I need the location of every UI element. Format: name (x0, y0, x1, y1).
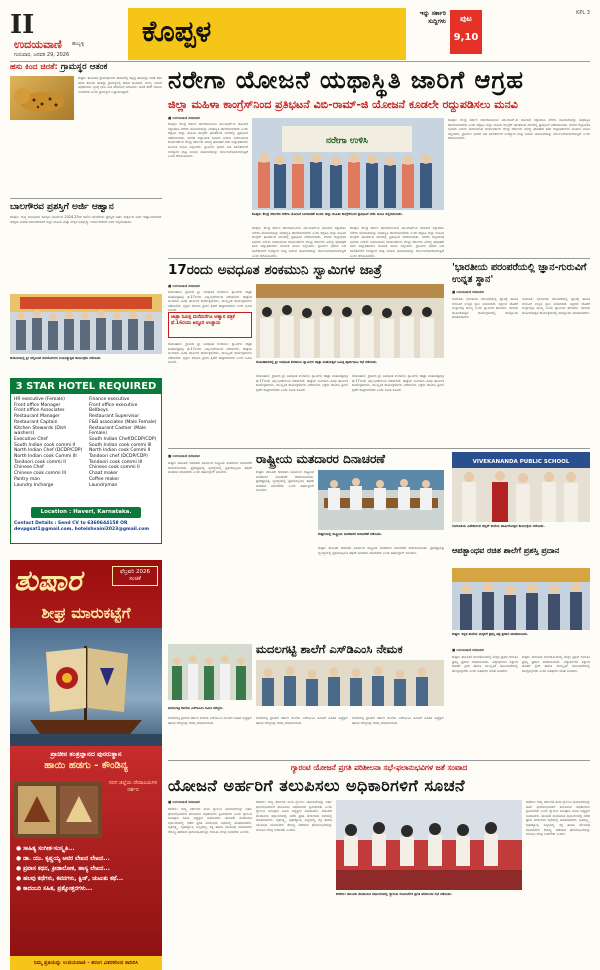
hotel-roles-list (14, 397, 160, 488)
lead-headline: ನರೇಗಾ ಯೋಜನೆ ಯಥಾಸ್ಥಿತಿ ಜಾರಿಗೆ ಆಗ್ರಹ (168, 66, 524, 94)
bottom-headline: ಯೋಜನೆ ಅರ್ಹರಿಗೆ ತಲುಪಿಸಲು ಅಧಿಕಾರಿಗಳಿಗೆ ಸೂಚನೆ (168, 776, 466, 795)
voters-day-caption: ಕುಷ್ಟಗಿಯಲ್ಲಿ ರಾಷ್ಟ್ರೀಯ ಮತದಾರರ ದಿನಾಚರಣೆ ನಡೆಯಿತು. (318, 532, 383, 536)
hotel-role-item: Front office executive (89, 402, 138, 408)
hotel-role-item: Pantry man (14, 476, 40, 482)
voters-day-body-col2: ಕುಷ್ಟಗಿ: ತಾಲೂಕು ಆಡಳಿತದ ವತಿಯಿಂದ ರಾಷ್ಟ್ರೀಯ ಮತದಾರರ ದಿನಾಚರಣೆ ಆಚರಿಸಲಾಯಿತು. ಪ್ರಜಾಪ್ರಭುತ್ವ ವ್ಯವಸ್ಥೆಯಲ್ಲಿ ಪ್ರತಿಯೊಬ್ಬರೂ ತಪ್ಪದೇ ಮತದಾನ ಮಾಡಬೇಕು ಎಂದು ತಹಶೀಲ್ದಾರ್ ತಿಳಿಸಿದರು. (256, 470, 314, 493)
sdmc-headline: ಮದಲಗಟ್ಟಿ ಶಾಲೆಗೆ ಎಸ್‌ಡಿಎಂಸಿ ನೇಮಕ (256, 642, 403, 656)
tushara-bullet-item: ● ಹಲವು ಕಥೆಗಳು, ಕವನಗಳು, ಕ್ವಿಜ್, ಚುಟುಕು ಕಥೆ... (16, 876, 124, 882)
event-photo (10, 294, 162, 354)
hotel-role-item: South Indian cook commi II (14, 442, 76, 448)
hotel-role-item: Tandoori cook commi III (89, 459, 143, 465)
sdmc-body-col3: ಮದಲಗಟ್ಟಿ ಗ್ರಾಮದ ಸರ್ಕಾರಿ ಶಾಲೆಯ ಎಸ್‌ಡಿಎಂಸಿ ಸಮಿತಿಗೆ ನೂತನ ಅಧ್ಯಕ್ಷರು ಹಾಗೂ ಸದಸ್ಯರನ್ನು ಆಯ್ಕೆ ಮಾಡಲಾಯಿತು. (352, 716, 444, 725)
hotel-role-item: HR executive (Female) (14, 397, 65, 402)
voters-day-byline: ■ ಉದಯವಾಣಿ ಸಮಾಚಾರ (168, 454, 200, 458)
paper-subtitle: ಹುಬ್ಬಳ್ಳಿ (72, 41, 85, 47)
hotel-role-item: North Indian cook Commi II (89, 448, 151, 454)
tushara-magazine-ad (10, 560, 162, 970)
avadhuta-photo-caption: ದೋಟಿಹಾಳದಲ್ಲಿ ಶ್ರೀ ಅವಧೂತ ಶಂಕಮುನಿ ಸ್ವಾಮಿಗಳ ಜಾತ್ರಾ ಮಹೋತ್ಸವ ನಿಮಿತ್ತ ಪೂರ್ವಭಾವಿ ಸಭೆ ನಡೆಯಿತು. (256, 360, 378, 364)
hotel-role-item: F&B associates (Male Female) (89, 419, 157, 425)
award-body-col2: ಕುಷ್ಟಗಿ: ತಾಲೂಕಿನ ಶಾಲೆಯೊಂದರಲ್ಲಿ ಮಕ್ಕಳ ಪ್ರತಿಭೆ ಗುರುತಿಸಿ ಪ್ರಶಸ್ತಿ ಪ್ರದಾನ ಮಾಡಲಾಯಿತು. ವಿದ್ಯಾರ್ಥಿಗಳು ಶಿಕ್ಷಣದ ಜೊತೆಗೆ ಕ್ರೀಡೆ ಹಾಗೂ ಸಾಂಸ್ಕೃತಿಕ ಚಟುವಟಿಕೆಗಳಲ್ಲಿ ಪಾಲ್ಗೊಳ್ಳಬೇಕು ಎಂದು ಅತಿಥಿಗಳು ಸಲಹೆ ನೀಡಿದರು. (522, 655, 590, 673)
story-leopard-label: ಹಸು ಕಿಂದ ಚಿರತೆ: (10, 62, 58, 71)
school-photo-caption: ಗಂಗಾವತಿಯ ವಿವೇಕಾನಂದ ಪಬ್ಲಿಕ್ ಶಾಲೆಯ ವಾರ್ಷಿಕೋತ್ಸವ ಕಾರ್ಯಕ್ರಮ ನಡೆಯಿತು. (452, 524, 545, 528)
hotel-role-item: Tandoori chef (DCDP/CDP) (89, 454, 148, 460)
hotel-ad-title: 3 STAR HOTEL REQUIRED (11, 379, 161, 394)
hotel-role-item: South Indian Chef(DCDP/CDP) (89, 436, 157, 442)
hotel-role-item: Restaurant Cashier (Male Female) (89, 425, 146, 437)
hotel-role-item: Bellboys (89, 408, 108, 414)
avadhuta-headline: 17ರಂದು ಅವಧೂತ ಶಂಕಮುನಿ ಸ್ವಾಮಿಗಳ ಜಾತ್ರೆ (168, 262, 382, 278)
avadhuta-body-col2: ದೋಟಿಹಾಳ: ಗ್ರಾಮದ ಶ್ರೀ ಅವಧೂತ ಶಂಕಮುನಿ ಸ್ವಾಮಿಗಳ ಜಾತ್ರಾ ಮಹೋತ್ಸವವು ಫೆ.17ರಂದು ವಿಜೃಂಭಣೆಯಿಂದ ನಡೆಯಲಿದೆ. ಜಾತ್ರೆಯ ಅಂಗವಾಗಿ ವಿವಿಧ ಧಾರ್ಮಿಕ ಕಾರ್ಯಕ್ರಮಗಳು, ಸಾಂಸ್ಕೃತಿಕ ಕಾರ್ಯಕ್ರಮಗಳು ನಡೆಯಲಿವೆ. ಭಕ್ತರು ಆಗಮಿಸಿ ಶ್ರೀಗಳ ಕೃಪೆಗೆ ಪಾತ್ರರಾಗಬೇಕು ಎಂದು ಸಮಿತಿ ತಿಳಿಸಿದೆ. (168, 342, 252, 365)
award-photo (452, 568, 590, 630)
left-column (10, 62, 162, 966)
lead-photo-caption: ಕೊಪ್ಪಳ: ಕೇಂದ್ರ ಸರ್ಕಾರದ ನರೇಗಾ ಯೋಜನೆ ಬದಲಾವಣೆ ಖಂಡಿಸಿ ಜಿಲ್ಲಾ ಮಹಿಳಾ ಕಾಂಗ್ರೆಸ್‌ನಿಂದ ಪ್ರತಿಭಟನೆ ನಡೆಸಿ ಮನವಿ ಸಲ್ಲಿಸಲಾಯಿತು. (252, 212, 403, 216)
voters-day-headline: ರಾಷ್ಟ್ರೀಯ ಮತದಾರರ ದಿನಾಚರಣೆ (256, 452, 386, 466)
sdmc-photo (168, 644, 252, 700)
voters-day-photo (318, 470, 444, 530)
hotel-job-ad (10, 378, 162, 544)
bottom-strap: ಗ್ಯಾರಂಟಿ ಯೋಜನೆ ಪ್ರಗತಿ ಪರಿಶೀಲನಾ ಸಭೆ-ಫಲಾನುಭವಿಗಳ ಜತೆ ಸಂವಾದ (290, 763, 468, 772)
bottom-photo (336, 800, 522, 890)
lead-body-col1: ಕೊಪ್ಪಳ: ಕೇಂದ್ರ ಸರ್ಕಾರ ಜಾರಿಗೊಳಿಸಿರುವ ವಿಬಿ-ರಾಮ್-ಜಿ ಯೋಜನೆ ರದ್ದುಪಡಿಸಿ ನರೇಗಾ ಯೋಜನೆಯನ್ನು ಯಥಾಸ್ಥಿತಿ ಜಾರಿಗೊಳಿಸಬೇಕು ಎಂದು ಆಗ್ರಹಿಸಿ ಜಿಲ್ಲಾ ಮಹಿಳಾ ಕಾಂಗ್ರೆಸ್ ಘಟಕದಿಂದ ನಗರದಲ್ಲಿ ಪ್ರತಿಭಟನೆ ನಡೆಸಲಾಯಿತು. ನಗರದ ಜಿಲ್ಲಾಡಳಿತ ಭವನದ ಎದುರು ಜಮಾಯಿಸಿದ ಕಾರ್ಯಕರ್ತರು ಕೇಂದ್ರ ಸರ್ಕಾರದ ವಿರುದ್ಧ ಘೋಷಣೆ ಕೂಗಿ ಜಿಲ್ಲಾಧಿಕಾರಿಗಳ ಮೂಲಕ ಮನವಿ ಸಲ್ಲಿಸಿದರು. ಗ್ರಾಮೀಣ ಭಾಗದ ಬಡ ಕೂಲಿಕಾರರಿಗೆ ಉದ್ಯೋಗ ಖಾತ್ರಿ ನೀಡುವ ಯೋಜನೆಯನ್ನು ದುರ್ಬಲಗೊಳಿಸಲಾಗುತ್ತಿದೆ ಎಂದು ಆರೋಪಿಸಿದರು. (168, 122, 248, 159)
bottom-byline: ■ ಉದಯವಾಣಿ ಸಮಾಚಾರ (168, 800, 200, 804)
tushara-bullet-item: ● ಸಾಹಿತ್ಯ ಸಂಗೀತ-ಸಂಸ್ಕೃತಿ... (16, 846, 75, 852)
promo-badge-value: 9,10 (453, 32, 479, 43)
parampare-byline: ■ ಉದಯವಾಣಿ ಸಮಾಚಾರ (452, 290, 484, 294)
sdmc-body-col2: ಮದಲಗಟ್ಟಿ ಗ್ರಾಮದ ಸರ್ಕಾರಿ ಶಾಲೆಯ ಎಸ್‌ಡಿಎಂಸಿ ಸಮಿತಿಗೆ ನೂತನ ಅಧ್ಯಕ್ಷರು ಹಾಗೂ ಸದಸ್ಯರನ್ನು ಆಯ್ಕೆ ಮಾಡಲಾಯಿತು. (256, 716, 348, 725)
avadhuta-bullet-1: ಜಾತ್ರಾ ನಿಮಿತ್ತ ಮನೆಮನೆಗೂ ಆಹ್ವಾನ ಪತ್ರಿಕೆ (171, 315, 235, 320)
avadhuta-body: ದೋಟಿಹಾಳ: ಗ್ರಾಮದ ಶ್ರೀ ಅವಧೂತ ಶಂಕಮುನಿ ಸ್ವಾಮಿಗಳ ಜಾತ್ರಾ ಮಹೋತ್ಸವವು ಫೆ.17ರಂದು ವಿಜೃಂಭಣೆಯಿಂದ ನಡೆಯಲಿದೆ. ಜಾತ್ರೆಯ ಅಂಗವಾಗಿ ವಿವಿಧ ಧಾರ್ಮಿಕ ಕಾರ್ಯಕ್ರಮಗಳು, ಸಾಂಸ್ಕೃತಿಕ ಕಾರ್ಯಕ್ರಮಗಳು ನಡೆಯಲಿವೆ. ಭಕ್ತರು ಆಗಮಿಸಿ ಶ್ರೀಗಳ ಕೃಪೆಗೆ ಪಾತ್ರರಾಗಬೇಕು ಎಂದು ಸಮಿತಿ ತಿಳಿಸಿದೆ. (168, 290, 252, 313)
promo-box (410, 10, 482, 58)
bottom-body-col3: ಕನಕಗಿರಿ: ರಾಜ್ಯ ಸರ್ಕಾರದ ಪಂಚ ಗ್ಯಾರಂಟಿ ಯೋಜನೆಗಳನ್ನು ಅರ್ಹ ಫಲಾನುಭವಿಗಳಿಗೆ ತಲುಪಿಸಲು ಅಧಿಕಾರಿಗಳು ಶ್ರಮಿಸಬೇಕು ಎಂದು ಗ್ಯಾರಂಟಿ ಅನುಷ್ಠಾನ ಸಮಿತಿ ಅಧ್ಯಕ್ಷರು ಸೂಚಿಸಿದರು. ತಾಲೂಕು ಪಂಚಾಯಿತಿ ಸಭಾಂಗಣದಲ್ಲಿ ನಡೆದ ಪ್ರಗತಿ ಪರಿಶೀಲನಾ ಸಭೆಯಲ್ಲಿ ಮಾತನಾಡಿದರು. ಗೃಹಲಕ್ಷ್ಮಿ, ಗೃಹಜ್ಯೋತಿ, ಅನ್ನಭಾಗ್ಯ, ಶಕ್ತಿ ಹಾಗೂ ಯುವನಿಧಿ ಯೋಜನೆಗಳ ಸೌಲಭ್ಯ ಪಡೆಯದ ಫಲಾನುಭವಿಗಳನ್ನು ಗುರುತಿಸಿ ನೆರವು ನೀಡಬೇಕು ಎಂದರು. (526, 800, 590, 837)
tushara-issue: ಫೆಬ್ರವರಿ 2026 ಸಂಚಿಕೆ (112, 566, 158, 586)
divider (10, 198, 162, 199)
story-leopard-headline: ಗ್ರಾಮಸ್ಥರ ಆತಂಕ (60, 62, 108, 72)
lead-body-col3: ಕೊಪ್ಪಳ: ಕೇಂದ್ರ ಸರ್ಕಾರ ಜಾರಿಗೊಳಿಸಿರುವ ವಿಬಿ-ರಾಮ್-ಜಿ ಯೋಜನೆ ರದ್ದುಪಡಿಸಿ ನರೇಗಾ ಯೋಜನೆಯನ್ನು ಯಥಾಸ್ಥಿತಿ ಜಾರಿಗೊಳಿಸಬೇಕು ಎಂದು ಆಗ್ರಹಿಸಿ ಜಿಲ್ಲಾ ಮಹಿಳಾ ಕಾಂಗ್ರೆಸ್ ಘಟಕದಿಂದ ನಗರದಲ್ಲಿ ಪ್ರತಿಭಟನೆ ನಡೆಸಲಾಯಿತು. ನಗರದ ಜಿಲ್ಲಾಡಳಿತ ಭವನದ ಎದುರು ಜಮಾಯಿಸಿದ ಕಾರ್ಯಕರ್ತರು ಕೇಂದ್ರ ಸರ್ಕಾರದ ವಿರುದ್ಧ ಘೋಷಣೆ ಕೂಗಿ ಜಿಲ್ಲಾಧಿಕಾರಿಗಳ ಮೂಲಕ ಮನವಿ ಸಲ್ಲಿಸಿದರು. ಗ್ರಾಮೀಣ ಭಾಗದ ಬಡ ಕೂಲಿಕಾರರಿಗೆ ಉದ್ಯೋಗ ಖಾತ್ರಿ ನೀಡುವ ಯೋಜನೆಯನ್ನು ದುರ್ಬಲಗೊಳಿಸಲಾಗುತ್ತಿದೆ ಎಂದು ಆರೋಪಿಸಿದರು. (350, 226, 444, 258)
masthead (10, 8, 590, 60)
lead-byline: ■ ಉದಯವಾಣಿ ಸಮಾಚಾರ (168, 116, 200, 120)
edition-box (128, 8, 406, 60)
hotel-role-item: Finance executive (89, 397, 130, 402)
paper-name: ಉದಯವಾಣಿ (14, 38, 62, 51)
sdmc-caption: ಮದಲಗಟ್ಟಿ ಶಾಲೆಯ ಎಸ್‌ಡಿಎಂಸಿ ಸಮಿತಿ ಸದಸ್ಯರು. (168, 706, 224, 710)
event-photo-caption: ಕಾರಟಗಿಯಲ್ಲಿ ಶ್ರೀ ಚೆನ್ನಬಸವ ಶಿವಯೋಗಿಗಳ ಜಯಂತ್ಯುತ್ಸವ ಕಾರ್ಯಕ್ರಮ ನಡೆಯಿತು. (10, 356, 102, 360)
promo-badge-label: ಪುಟ (460, 14, 472, 23)
hotel-role-item: Front office Manager (14, 402, 61, 408)
tushara-bullet-item: ● ಪ್ರವಾಸ ಕಥನ, ಕ್ರೀಡಾಲೋಕ, ಹಾಸ್ಯ ಲೇಖನ... (16, 866, 110, 872)
tushara-tagline-2: ಹಾಯಿ ಹಡಗು - ಕೌಂಡಿನ್ಯ (44, 760, 128, 771)
hotel-role-item: Executive Chef (14, 436, 48, 442)
lead-body-col4: ಕೊಪ್ಪಳ: ಕೇಂದ್ರ ಸರ್ಕಾರ ಜಾರಿಗೊಳಿಸಿರುವ ವಿಬಿ-ರಾಮ್-ಜಿ ಯೋಜನೆ ರದ್ದುಪಡಿಸಿ ನರೇಗಾ ಯೋಜನೆಯನ್ನು ಯಥಾಸ್ಥಿತಿ ಜಾರಿಗೊಳಿಸಬೇಕು ಎಂದು ಆಗ್ರಹಿಸಿ ಜಿಲ್ಲಾ ಮಹಿಳಾ ಕಾಂಗ್ರೆಸ್ ಘಟಕದಿಂದ ನಗರದಲ್ಲಿ ಪ್ರತಿಭಟನೆ ನಡೆಸಲಾಯಿತು. ನಗರದ ಜಿಲ್ಲಾಡಳಿತ ಭವನದ ಎದುರು ಜಮಾಯಿಸಿದ ಕಾರ್ಯಕರ್ತರು ಕೇಂದ್ರ ಸರ್ಕಾರದ ವಿರುದ್ಧ ಘೋಷಣೆ ಕೂಗಿ ಜಿಲ್ಲಾಧಿಕಾರಿಗಳ ಮೂಲಕ ಮನವಿ ಸಲ್ಲಿಸಿದರು. ಗ್ರಾಮೀಣ ಭಾಗದ ಬಡ ಕೂಲಿಕಾರರಿಗೆ ಉದ್ಯೋಗ ಖಾತ್ರಿ ನೀಡುವ ಯೋಜನೆಯನ್ನು ದುರ್ಬಲಗೊಳಿಸಲಾಗುತ್ತಿದೆ ಎಂದು ಆರೋಪಿಸಿದರು. (448, 118, 590, 141)
sdmc-body-col1: ಮದಲಗಟ್ಟಿ ಗ್ರಾಮದ ಸರ್ಕಾರಿ ಶಾಲೆಯ ಎಸ್‌ಡಿಎಂಸಿ ಸಮಿತಿಗೆ ನೂತನ ಅಧ್ಯಕ್ಷರು ಹಾಗೂ ಸದಸ್ಯರನ್ನು ಆಯ್ಕೆ ಮಾಡಲಾಯಿತು. (168, 716, 252, 725)
tushara-bullet-item: ● ಡಾ. ಯು. ಕೃಷ್ಣಯ್ಯ ಅವರ ಲೇಖನ ಲೇಖನ... (16, 856, 110, 862)
page-code: KPL 3 (576, 10, 590, 16)
divider (168, 258, 590, 259)
tushara-subtitle: ಶೀಘ್ರ ಮಾರುಕಟ್ಟೆಗೆ (41, 604, 131, 622)
lead-photo-banner-text: ನರೇಗಾ ಉಳಿಸಿ (326, 136, 368, 146)
divider (168, 760, 590, 761)
hotel-role-item: Front office Associates (14, 408, 65, 414)
avadhuta-photo (256, 284, 444, 358)
bottom-body-col2: ಕನಕಗಿರಿ: ರಾಜ್ಯ ಸರ್ಕಾರದ ಪಂಚ ಗ್ಯಾರಂಟಿ ಯೋಜನೆಗಳನ್ನು ಅರ್ಹ ಫಲಾನುಭವಿಗಳಿಗೆ ತಲುಪಿಸಲು ಅಧಿಕಾರಿಗಳು ಶ್ರಮಿಸಬೇಕು ಎಂದು ಗ್ಯಾರಂಟಿ ಅನುಷ್ಠಾನ ಸಮಿತಿ ಅಧ್ಯಕ್ಷರು ಸೂಚಿಸಿದರು. ತಾಲೂಕು ಪಂಚಾಯಿತಿ ಸಭಾಂಗಣದಲ್ಲಿ ನಡೆದ ಪ್ರಗತಿ ಪರಿಶೀಲನಾ ಸಭೆಯಲ್ಲಿ ಮಾತನಾಡಿದರು. ಗೃಹಲಕ್ಷ್ಮಿ, ಗೃಹಜ್ಯೋತಿ, ಅನ್ನಭಾಗ್ಯ, ಶಕ್ತಿ ಹಾಗೂ ಯುವನಿಧಿ ಯೋಜನೆಗಳ ಸೌಲಭ್ಯ ಪಡೆಯದ ಫಲಾನುಭವಿಗಳನ್ನು ಗುರುತಿಸಿ ನೆರವು ನೀಡಬೇಕು ಎಂದರು. (256, 800, 332, 832)
tushara-side-note: ಗದಗ ಜಿಲ್ಲೆಯ ದೇವಾಲಯಗಳ ದರ್ಶನ (108, 780, 158, 793)
parampare-body-col2: ಗಂಗಾವತಿ: ಭಾರತೀಯ ಪರಂಪರೆಯಲ್ಲಿ ಜ್ಞಾನಕ್ಕೆ ಹಾಗೂ ಗುರುವಿಗೆ ಉನ್ನತ ಸ್ಥಾನ ನೀಡಲಾಗಿದೆ. ಶಿಕ್ಷಣದ ಜೊತೆಗೆ ಸಂಸ್ಕಾರವೂ ಮುಖ್ಯ ಎಂದು ಸ್ವಾಮೀಜಿ ಹೇಳಿದರು. ಶಾಲೆಯ ವಾರ್ಷಿಕೋತ್ಸವ ಕಾರ್ಯಕ್ರಮದಲ್ಲಿ ಪಾಲ್ಗೊಂಡು ಮಾತನಾಡಿದರು. (522, 297, 590, 315)
hotel-role-item: Chinese cook commi II (89, 465, 140, 471)
hotel-ad-location: Location : Haveri, Karnataka. (31, 507, 141, 518)
promo-text: ಇನ್ನು ಸರ್ಕಾರಿ ಸುದ್ದಿಗಳು (419, 10, 446, 25)
voters-day-body-col1: ಕುಷ್ಟಗಿ: ತಾಲೂಕು ಆಡಳಿತದ ವತಿಯಿಂದ ರಾಷ್ಟ್ರೀಯ ಮತದಾರರ ದಿನಾಚರಣೆ ಆಚರಿಸಲಾಯಿತು. ಪ್ರಜಾಪ್ರಭುತ್ವ ವ್ಯವಸ್ಥೆಯಲ್ಲಿ ಪ್ರತಿಯೊಬ್ಬರೂ ತಪ್ಪದೇ ಮತದಾನ ಮಾಡಬೇಕು ಎಂದು ತಹಶೀಲ್ದಾರ್ ತಿಳಿಸಿದರು. (168, 461, 252, 475)
date-line: ಗುರುವಾರ, ಜನವರಿ 29, 2026 (14, 52, 70, 58)
avadhuta-bullet-box (168, 312, 252, 338)
lead-photo (252, 118, 444, 210)
hotel-role-item: Restaurant Supervisor (89, 414, 140, 420)
hotel-role-item: Restaurant Manager (14, 414, 60, 420)
lead-body-col2: ಕೊಪ್ಪಳ: ಕೇಂದ್ರ ಸರ್ಕಾರ ಜಾರಿಗೊಳಿಸಿರುವ ವಿಬಿ-ರಾಮ್-ಜಿ ಯೋಜನೆ ರದ್ದುಪಡಿಸಿ ನರೇಗಾ ಯೋಜನೆಯನ್ನು ಯಥಾಸ್ಥಿತಿ ಜಾರಿಗೊಳಿಸಬೇಕು ಎಂದು ಆಗ್ರಹಿಸಿ ಜಿಲ್ಲಾ ಮಹಿಳಾ ಕಾಂಗ್ರೆಸ್ ಘಟಕದಿಂದ ನಗರದಲ್ಲಿ ಪ್ರತಿಭಟನೆ ನಡೆಸಲಾಯಿತು. ನಗರದ ಜಿಲ್ಲಾಡಳಿತ ಭವನದ ಎದುರು ಜಮಾಯಿಸಿದ ಕಾರ್ಯಕರ್ತರು ಕೇಂದ್ರ ಸರ್ಕಾರದ ವಿರುದ್ಧ ಘೋಷಣೆ ಕೂಗಿ ಜಿಲ್ಲಾಧಿಕಾರಿಗಳ ಮೂಲಕ ಮನವಿ ಸಲ್ಲಿಸಿದರು. ಗ್ರಾಮೀಣ ಭಾಗದ ಬಡ ಕೂಲಿಕಾರರಿಗೆ ಉದ್ಯೋಗ ಖಾತ್ರಿ ನೀಡುವ ಯೋಜನೆಯನ್ನು ದುರ್ಬಲಗೊಳಿಸಲಾಗುತ್ತಿದೆ ಎಂದು ಆರೋಪಿಸಿದರು. (252, 226, 346, 258)
divider (168, 448, 590, 449)
bottom-photo-caption: ಕನಕಗಿರಿ: ತಾಲೂಕು ಪಂಚಾಯಿತಿ ಸಭಾಂಗಣದಲ್ಲಿ ಗ್ಯಾರಂಟಿ ಯೋಜನೆಗಳ ಪ್ರಗತಿ ಪರಿಶೀಲನಾ ಸಭೆ ನಡೆಯಿತು. (336, 892, 453, 896)
avadhuta-bullet-2: ಫೆ.16ರಂದು ಅದ್ಧೂರಿ ಉಚ್ಚಾಯ (171, 321, 221, 326)
hotel-role-item: North Indian Chef (DCDP/CDP) (14, 448, 83, 454)
award-photo-caption: ಕುಷ್ಟಗಿ: ಕನ್ನಡ ಶಾಲೆಯ ಮಕ್ಕಳಿಗೆ ಪ್ರಶಸ್ತಿ ಪತ್ರ ಪ್ರದಾನ ಮಾಡಲಾಯಿತು. (452, 632, 529, 636)
avadhuta-byline: ■ ಉದಯವಾಣಿ ಸಮಾಚಾರ (168, 284, 200, 288)
parampare-headline: 'ಭಾರತೀಯ ಪರಂಪರೆಯಲ್ಲಿ ಜ್ಞಾನ-ಗುರುವಿಗೆ ಉನ್ನತ ಸ್ಥಾನ' (452, 262, 587, 285)
tushara-footer: ನಿಮ್ಮ ಪ್ರತಿಯನ್ನು ಉದಯವಾಣಿ - ತರಂಗ ವಿತರಕರಿಂದ ಕಾದಿರಿಸಿ (10, 956, 162, 970)
hotel-role-item: Laundry Incharge (14, 482, 54, 488)
voters-day-body-col3: ಕುಷ್ಟಗಿ: ತಾಲೂಕು ಆಡಳಿತದ ವತಿಯಿಂದ ರಾಷ್ಟ್ರೀಯ ಮತದಾರರ ದಿನಾಚರಣೆ ಆಚರಿಸಲಾಯಿತು. ಪ್ರಜಾಪ್ರಭುತ್ವ ವ್ಯವಸ್ಥೆಯಲ್ಲಿ ಪ್ರತಿಯೊಬ್ಬರೂ ತಪ್ಪದೇ ಮತದಾನ ಮಾಡಬೇಕು ಎಂದು ತಹಶೀಲ್ದಾರ್ ತಿಳಿಸಿದರು. (318, 546, 444, 555)
hotel-role-item: South Indian cook commi III (89, 442, 152, 448)
temple-thumbnails (14, 782, 102, 838)
story-balagourava (10, 202, 162, 289)
tushara-bullets (16, 844, 158, 894)
page-number: II (10, 10, 35, 40)
story-balagourava-headline: ಬಾಲಗೌರವ ಪ್ರಶಸ್ತಿಗೆ ಅರ್ಜಿ ಆಹ್ವಾನ (10, 202, 114, 212)
leopard-photo (10, 76, 74, 120)
hotel-role-item: Chaat maker (89, 471, 118, 477)
hotel-role-item: Chinese cook commi III (14, 471, 67, 477)
hotel-role-item: Laundryman (89, 482, 118, 488)
story-leopard-body: ಕುಷ್ಟಗಿ: ತಾಲೂಕಿನ ಗ್ರಾಮವೊಂದರ ಹೊಲದಲ್ಲಿ ಕಟ್ಟಿದ್ದ ಹಸುವನ್ನು ಚಿರತೆ ದಾಳಿ ಮಾಡಿ ಕೊಂದು ಹಾಕಿದ್ದು ಗ್ರಾಮಸ್ಥರಲ್ಲಿ ಆತಂಕ ಮೂಡಿದೆ. ಅರಣ್ಯ ಇಲಾಖೆ ಅಧಿಕಾರಿಗಳು ಸ್ಥಳಕ್ಕೆ ಭೇಟಿ ನೀಡಿ ಪರಿಶೀಲನೆ ನಡೆಸಿದರು. ಚಿರತೆ ಸೆರೆಗೆ ಬೋನು ಇರಿಸಬೇಕು ಎಂದು ಗ್ರಾಮಸ್ಥರು ಒತ್ತಾಯಿಸಿದ್ದಾರೆ. (78, 76, 162, 94)
tushara-tagline-1: ಪ್ರಾಚೀನ ತಂತ್ರಜ್ಞಾನದ ಪುನರುತ್ಥಾನ (50, 750, 122, 758)
school-banner-text: VIVEKANANDA PUBLIC SCHOOL (472, 459, 570, 465)
ship-illustration (10, 628, 162, 746)
lead-deck: ಜಿಲ್ಲಾ ಮಹಿಳಾ ಕಾಂಗ್ರೆಸ್‌ನಿಂದ ಪ್ರತಿಭಟನೆ ವಿಬಿ-ರಾಮ್-ಜಿ ಯೋಜನೆ ಕೂಡಲೇ ರದ್ದುಪಡಿಸಲು ಮನವಿ (168, 98, 518, 111)
hotel-ad-contact: Contact Details : Send CV to 6360644158 OR devpgsat1@gmail.com, hotelshvaini2023@gmail.com (14, 521, 150, 532)
story-balagourava-body: ಕೊಪ್ಪಳ: ರಾಜ್ಯ ಬಾಲಭವನ ಸೊಸೈಟಿ ವತಿಯಿಂದ 2024-25ನೇ ಸಾಲಿನ ಬಾಲಗೌರವ ಪ್ರಶಸ್ತಿಗೆ ಅರ್ಹ ಮಕ್ಕಳಿಂದ ಅರ್ಜಿ ಆಹ್ವಾನಿಸಲಾಗಿದೆ. ಆಸಕ್ತರು ನಿಗದಿತ ದಿನಾಂಕದೊಳಗೆ ಜಿಲ್ಲಾ ಮಹಿಳಾ ಮತ್ತು ಮಕ್ಕಳ ಅಭಿವೃದ್ಧಿ ಇಲಾಖೆ ಕಚೇರಿಗೆ ಅರ್ಜಿ ಸಲ್ಲಿಸಬಹುದು. (10, 215, 162, 224)
award-byline: ■ ಉದಯವಾಣಿ ಸಮಾಚಾರ (452, 648, 484, 652)
sdmc-photo-2 (256, 660, 444, 706)
avadhuta-body-col3: ದೋಟಿಹಾಳ: ಗ್ರಾಮದ ಶ್ರೀ ಅವಧೂತ ಶಂಕಮುನಿ ಸ್ವಾಮಿಗಳ ಜಾತ್ರಾ ಮಹೋತ್ಸವವು ಫೆ.17ರಂದು ವಿಜೃಂಭಣೆಯಿಂದ ನಡೆಯಲಿದೆ. ಜಾತ್ರೆಯ ಅಂಗವಾಗಿ ವಿವಿಧ ಧಾರ್ಮಿಕ ಕಾರ್ಯಕ್ರಮಗಳು, ಸಾಂಸ್ಕೃತಿಕ ಕಾರ್ಯಕ್ರಮಗಳು ನಡೆಯಲಿವೆ. ಭಕ್ತರು ಆಗಮಿಸಿ ಶ್ರೀಗಳ ಕೃಪೆಗೆ ಪಾತ್ರರಾಗಬೇಕು ಎಂದು ಸಮಿತಿ ತಿಳಿಸಿದೆ. (256, 374, 348, 392)
hotel-role-item: North Indian cook Commi III (14, 454, 77, 460)
tushara-bullet-item: ● ಕಾದಂಬರಿ ಸಹಿತ, ಪ್ರಶ್ನೋತ್ತರಗಳು... (16, 886, 93, 892)
tushara-title: ತುಷಾರ (14, 564, 82, 597)
school-photo (452, 452, 590, 522)
hotel-role-item: Kitchen Stewards (Dish washers) (14, 425, 67, 437)
avadhuta-body-col4: ದೋಟಿಹಾಳ: ಗ್ರಾಮದ ಶ್ರೀ ಅವಧೂತ ಶಂಕಮುನಿ ಸ್ವಾಮಿಗಳ ಜಾತ್ರಾ ಮಹೋತ್ಸವವು ಫೆ.17ರಂದು ವಿಜೃಂಭಣೆಯಿಂದ ನಡೆಯಲಿದೆ. ಜಾತ್ರೆಯ ಅಂಗವಾಗಿ ವಿವಿಧ ಧಾರ್ಮಿಕ ಕಾರ್ಯಕ್ರಮಗಳು, ಸಾಂಸ್ಕೃತಿಕ ಕಾರ್ಯಕ್ರಮಗಳು ನಡೆಯಲಿವೆ. ಭಕ್ತರು ಆಗಮಿಸಿ ಶ್ರೀಗಳ ಕೃಪೆಗೆ ಪಾತ್ರರಾಗಬೇಕು ಎಂದು ಸಮಿತಿ ತಿಳಿಸಿದೆ. (352, 374, 444, 392)
story-leopard (10, 62, 162, 94)
bottom-body-col1: ಕನಕಗಿರಿ: ರಾಜ್ಯ ಸರ್ಕಾರದ ಪಂಚ ಗ್ಯಾರಂಟಿ ಯೋಜನೆಗಳನ್ನು ಅರ್ಹ ಫಲಾನುಭವಿಗಳಿಗೆ ತಲುಪಿಸಲು ಅಧಿಕಾರಿಗಳು ಶ್ರಮಿಸಬೇಕು ಎಂದು ಗ್ಯಾರಂಟಿ ಅನುಷ್ಠಾನ ಸಮಿತಿ ಅಧ್ಯಕ್ಷರು ಸೂಚಿಸಿದರು. ತಾಲೂಕು ಪಂಚಾಯಿತಿ ಸಭಾಂಗಣದಲ್ಲಿ ನಡೆದ ಪ್ರಗತಿ ಪರಿಶೀಲನಾ ಸಭೆಯಲ್ಲಿ ಮಾತನಾಡಿದರು. ಗೃಹಲಕ್ಷ್ಮಿ, ಗೃಹಜ್ಯೋತಿ, ಅನ್ನಭಾಗ್ಯ, ಶಕ್ತಿ ಹಾಗೂ ಯುವನಿಧಿ ಯೋಜನೆಗಳ ಸೌಲಭ್ಯ ಪಡೆಯದ ಫಲಾನುಭವಿಗಳನ್ನು ಗುರುತಿಸಿ ನೆರವು ನೀಡಬೇಕು ಎಂದರು. (168, 807, 252, 834)
hotel-role-item: Restaurant Captain (14, 419, 58, 425)
award-body-col1: ಕುಷ್ಟಗಿ: ತಾಲೂಕಿನ ಶಾಲೆಯೊಂದರಲ್ಲಿ ಮಕ್ಕಳ ಪ್ರತಿಭೆ ಗುರುತಿಸಿ ಪ್ರಶಸ್ತಿ ಪ್ರದಾನ ಮಾಡಲಾಯಿತು. ವಿದ್ಯಾರ್ಥಿಗಳು ಶಿಕ್ಷಣದ ಜೊತೆಗೆ ಕ್ರೀಡೆ ಹಾಗೂ ಸಾಂಸ್ಕೃತಿಕ ಚಟುವಟಿಕೆಗಳಲ್ಲಿ ಪಾಲ್ಗೊಳ್ಳಬೇಕು ಎಂದು ಅತಿಥಿಗಳು ಸಲಹೆ ನೀಡಿದರು. (452, 655, 518, 673)
parampare-body-col1: ಗಂಗಾವತಿ: ಭಾರತೀಯ ಪರಂಪರೆಯಲ್ಲಿ ಜ್ಞಾನಕ್ಕೆ ಹಾಗೂ ಗುರುವಿಗೆ ಉನ್ನತ ಸ್ಥಾನ ನೀಡಲಾಗಿದೆ. ಶಿಕ್ಷಣದ ಜೊತೆಗೆ ಸಂಸ್ಕಾರವೂ ಮುಖ್ಯ ಎಂದು ಸ್ವಾಮೀಜಿ ಹೇಳಿದರು. ಶಾಲೆಯ ವಾರ್ಷಿಕೋತ್ಸವ ಕಾರ್ಯಕ್ರಮದಲ್ಲಿ ಪಾಲ್ಗೊಂಡು ಮಾತನಾಡಿದರು. (452, 297, 518, 320)
edition-title: ಕೊಪ್ಪಳ (142, 14, 212, 48)
hotel-role-item: Coffee maker (89, 476, 120, 482)
award-headline: ಆಪತ್ಬಾಂಧವ ರಚಿತ ಶಾಲೆಗೆ ಪ್ರಶಸ್ತಿ ಪ್ರದಾನ (452, 546, 560, 555)
hotel-role-item: Tandoori cook commi II (14, 459, 66, 465)
promo-badge (450, 10, 482, 54)
hotel-role-item: Chinese Chef (14, 465, 44, 471)
